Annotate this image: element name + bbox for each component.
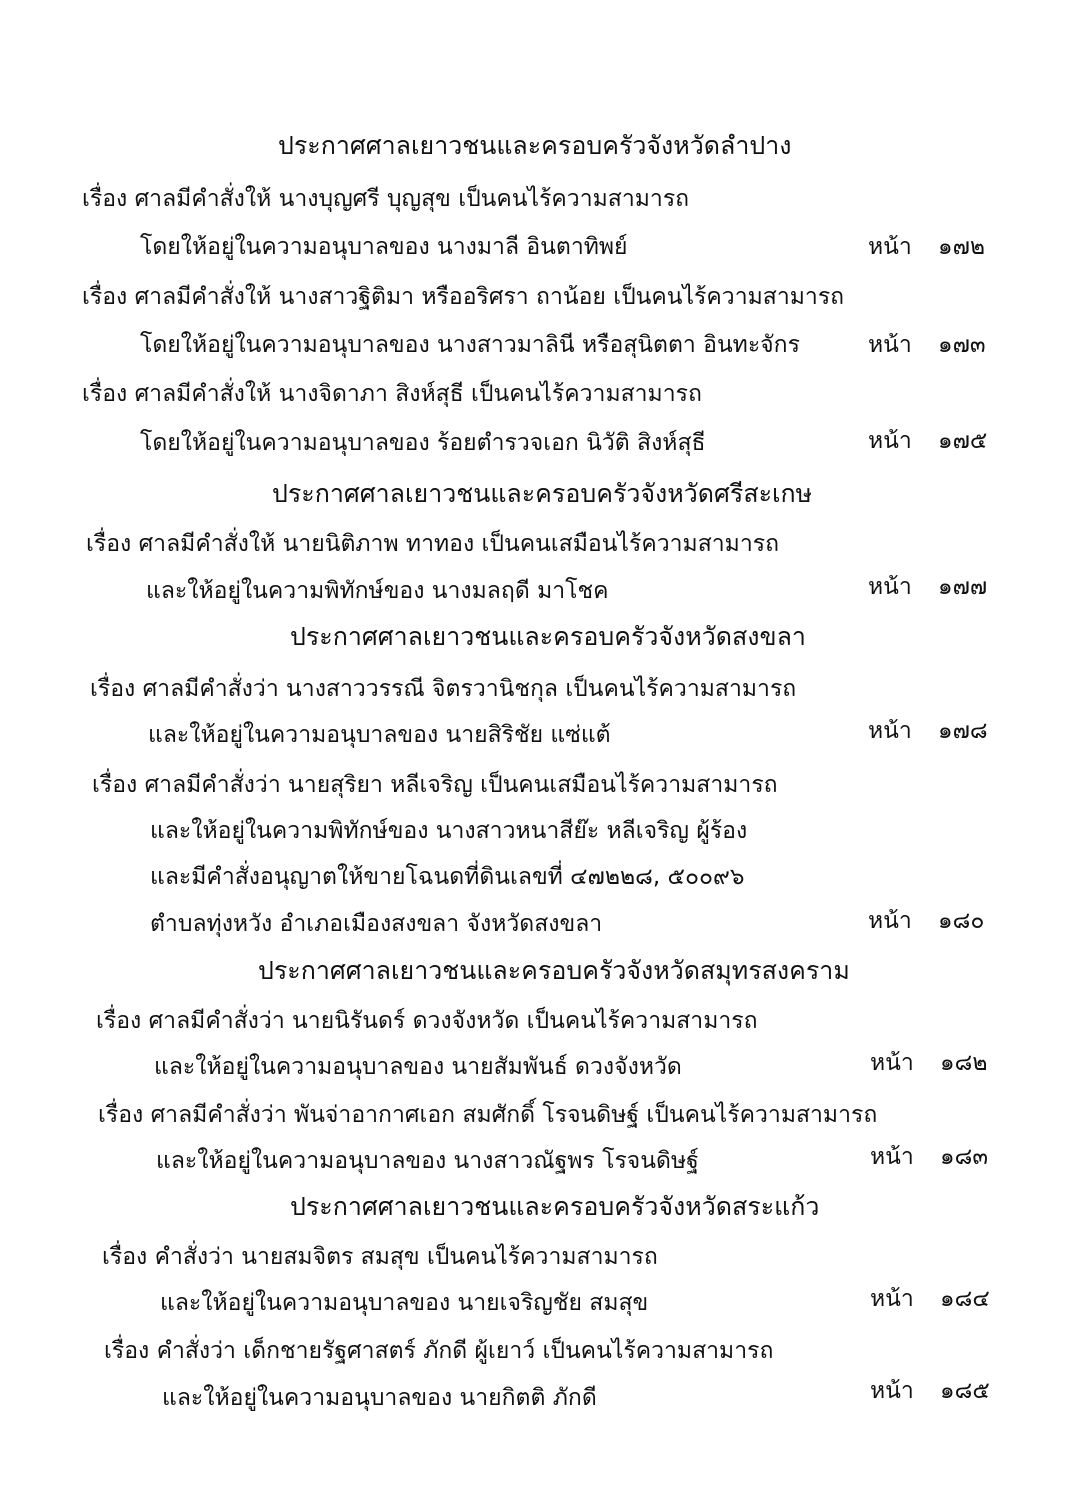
page-number: ๑๘๔ [940,1286,990,1312]
page-number: ๑๗๘ [938,718,988,744]
entry-guardian-line: และให้อยู่ในความอนุบาลของ นายกิตติ ภักดี [162,1385,597,1411]
page-label: หน้า [870,1286,914,1312]
entry-location-line: ตำบลทุ่งหวัง อำเภอเมืองสงขลา จังหวัดสงขลา [150,911,603,937]
page-number: ๑๗๕ [938,428,988,454]
entry-subject-line: เรื่อง ศาลมีคำสั่งว่า นายสุริยา หลีเจริญ เป็นคนเสมือนไร้ความสามารถ [92,772,778,798]
page-label: หน้า [870,1050,914,1076]
entry-guardian-line: และให้อยู่ในความอนุบาลของ นางสาวณัฐพร โรจนดิษฐ์ [156,1148,699,1174]
page-number: ๑๘๕ [940,1378,990,1404]
page-label: หน้า [868,908,912,934]
entry-guardian-line: โดยให้อยู่ในความอนุบาลของ นางสาวมาลินี หรือสุนิตตา อินทะจักร [140,332,800,358]
entry-subject-line: เรื่อง ศาลมีคำสั่งว่า นางสาววรรณี จิตรวานิชกุล เป็นคนไร้ความสามารถ [90,676,797,702]
page-number: ๑๗๗ [938,574,988,600]
page-label: หน้า [868,234,912,260]
page-number: ๑๗๒ [938,234,986,260]
section-heading-samut-songkhram: ประกาศศาลเยาวชนและครอบครัวจังหวัดสมุทรสงคราม [258,956,850,985]
section-heading-songkhla: ประกาศศาลเยาวชนและครอบครัวจังหวัดสงขลา [290,622,806,651]
entry-permission-line: และมีคำสั่งอนุญาตให้ขายโฉนดที่ดินเลขที่ ๔๗๒๒๘, ๕๐๐๙๖ [150,864,745,890]
entry-subject-line: เรื่อง ศาลมีคำสั่งให้ นางสาวฐิติมา หรืออริศรา ถาน้อย เป็นคนไร้ความสามารถ [82,284,845,310]
page-number: ๑๘๓ [940,1144,989,1170]
section-heading-sa-kaeo: ประกาศศาลเยาวชนและครอบครัวจังหวัดสระแก้ว [290,1192,820,1221]
page-label: หน้า [868,574,912,600]
entry-subject-line: เรื่อง คำสั่งว่า นายสมจิตร สมสุข เป็นคนไร้ความสามารถ [102,1244,658,1270]
entry-guardian-line: โดยให้อยู่ในความอนุบาลของ นางมาลี อินตาทิพย์ [140,234,628,260]
entry-guardian-line: และให้อยู่ในความอนุบาลของ นายสัมพันธ์ ดวงจังหวัด [154,1054,682,1080]
entry-subject-line: เรื่อง ศาลมีคำสั่งให้ นางบุญศรี บุญสุข เป็นคนไร้ความสามารถ [82,186,690,212]
page-number: ๑๘๐ [938,908,985,934]
entry-guardian-line: และให้อยู่ในความอนุบาลของ นายสิริชัย แซ่แต้ [148,722,611,748]
section-heading-sisaket: ประกาศศาลเยาวชนและครอบครัวจังหวัดศรีสะเกษ [272,479,813,508]
entry-guardian-line: และให้อยู่ในความพิทักษ์ของ นางมลฤดี มาโชค [146,578,609,604]
page-label: หน้า [868,718,912,744]
page-label: หน้า [868,428,912,454]
entry-subject-line: เรื่อง ศาลมีคำสั่งให้ นายนิติภาพ ทาทอง เป็นคนเสมือนไร้ความสามารถ [86,531,780,557]
entry-subject-line: เรื่อง ศาลมีคำสั่งให้ นางจิดาภา สิงห์สุธี เป็นคนไร้ความสามารถ [82,381,702,407]
entry-subject-line: เรื่อง ศาลมีคำสั่งว่า นายนิรันดร์ ดวงจังหวัด เป็นคนไร้ความสามารถ [96,1008,758,1034]
page-label: หน้า [868,332,912,358]
entry-subject-line: เรื่อง ศาลมีคำสั่งว่า พันจ่าอากาศเอก สมศักดิ์ โรจนดิษฐ์ เป็นคนไร้ความสามารถ [98,1102,878,1128]
page-label: หน้า [870,1144,914,1170]
page-label: หน้า [870,1378,914,1404]
entry-subject-line: เรื่อง คำสั่งว่า เด็กชายรัฐศาสตร์ ภักดี ผู้เยาว์ เป็นคนไร้ความสามารถ [104,1338,774,1364]
entry-guardian-line: และให้อยู่ในความอนุบาลของ นายเจริญชัย สมสุข [160,1290,649,1316]
page-number: ๑๘๒ [940,1050,988,1076]
section-heading-lampang: ประกาศศาลเยาวชนและครอบครัวจังหวัดลำปาง [278,131,792,160]
entry-guardian-line: และให้อยู่ในความพิทักษ์ของ นางสาวหนาสีย๊ะ หลีเจริญ ผู้ร้อง [150,818,748,844]
page-number: ๑๗๓ [938,332,986,358]
entry-guardian-line: โดยให้อยู่ในความอนุบาลของ ร้อยตำรวจเอก นิวัติ สิงห์สุธี [140,430,706,456]
